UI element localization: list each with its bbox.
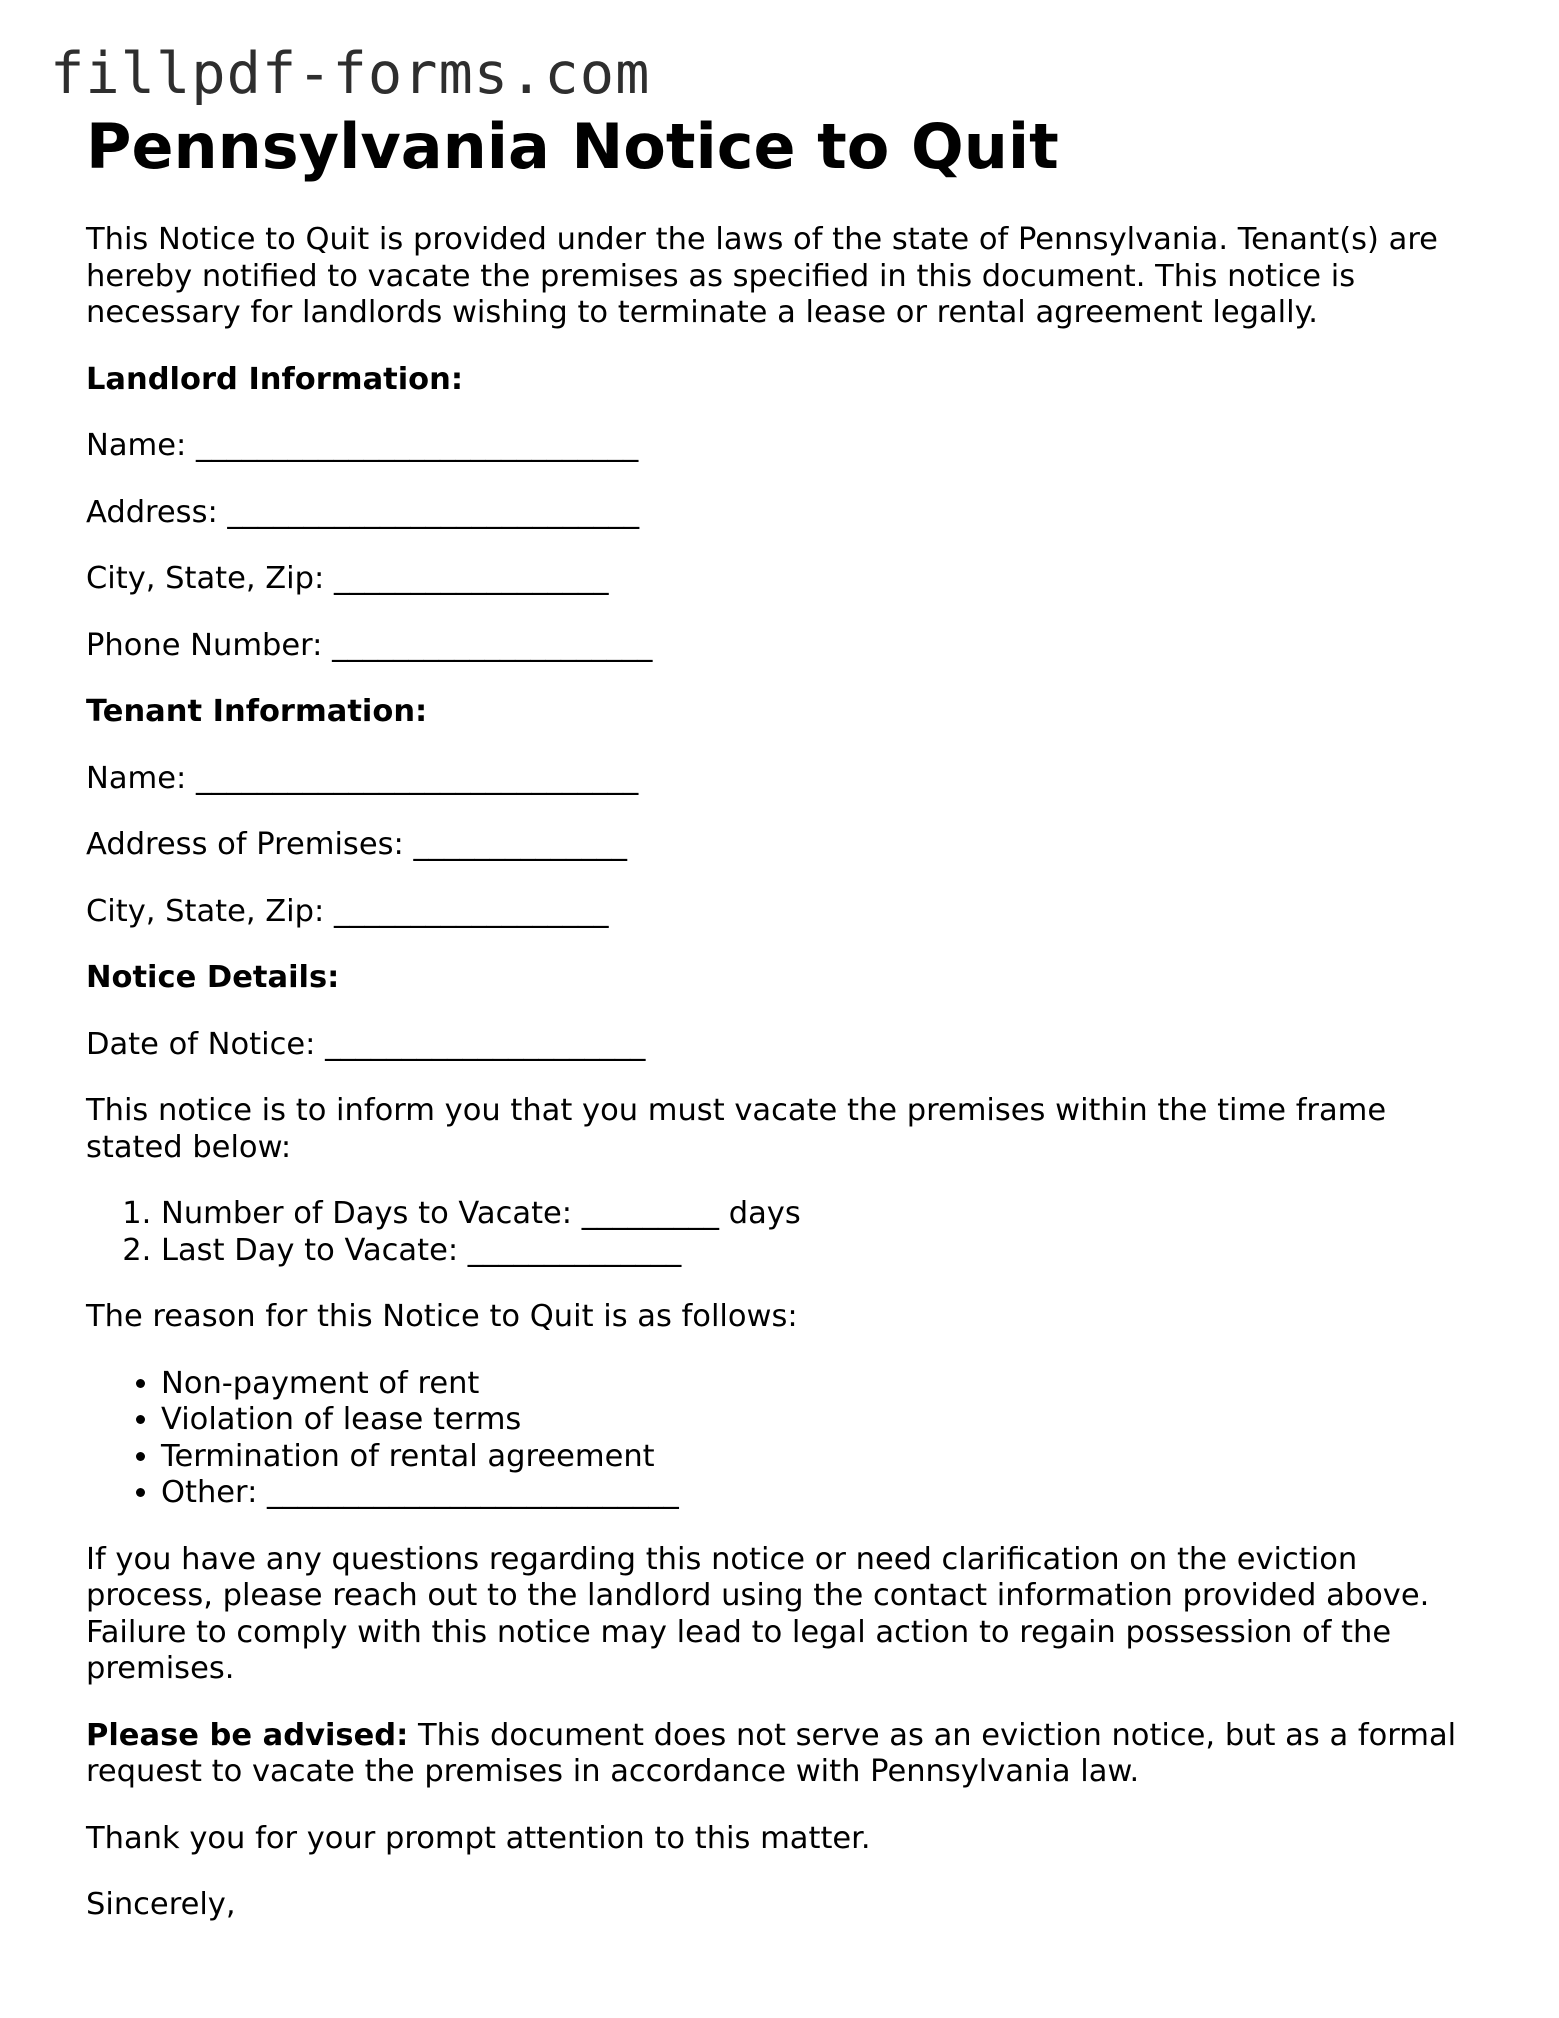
tenant-name-field[interactable]: Name: _____________________________: [86, 760, 639, 796]
closing-text: Sincerely,: [86, 1887, 236, 1922]
landlord-heading: Landlord Information:: [86, 361, 464, 397]
reason-item: • Violation of lease terms: [161, 1402, 1486, 1439]
reason-list: [86, 1366, 1486, 1512]
reason-item: • Termination of rental agreement: [161, 1439, 1486, 1476]
landlord-city-state-zip-field[interactable]: City, State, Zip: __________________: [86, 561, 609, 596]
inform-paragraph: This notice is to inform you that you must vacate the premises within the time frame stated below:: [86, 1093, 1387, 1165]
advisory-label: Please be advised:: [86, 1717, 409, 1753]
landlord-address-field[interactable]: Address: ___________________________: [86, 494, 640, 530]
intro-paragraph: This Notice to Quit is provided under the laws of the state of Pennsylvania. Tenant(s) are hereby notified to vacate the premises as specified in this document. This notice is necessary for landlords wishing to terminate a lease or rental agreement legally.: [86, 222, 1438, 330]
vacate-terms-list: [86, 1196, 1486, 1269]
reason-intro: The reason for this Notice to Quit is as follows:: [86, 1299, 798, 1334]
tenant-heading: Tenant Information:: [86, 694, 428, 729]
reason-item: • Non-payment of rent: [161, 1366, 1486, 1403]
notice-date-field[interactable]: Date of Notice: _____________________: [86, 1026, 646, 1062]
days-to-vacate-field[interactable]: 1. Number of Days to Vacate: _________ days: [161, 1196, 1486, 1233]
thanks-paragraph: Thank you for your prompt attention to this matter.: [86, 1820, 871, 1856]
last-day-to-vacate-field[interactable]: 2. Last Day to Vacate: ______________: [161, 1233, 1486, 1270]
notice-details-heading: Notice Details:: [86, 960, 340, 995]
document-title: Pennsylvania Notice to Quit: [86, 110, 1059, 183]
questions-paragraph: If you have any questions regarding this notice or need clarification on the eviction process, please reach out to the landlord using the contact information provided above. Failure to comply with this notice may lead to legal action to regain possession of the premises.: [86, 1541, 1430, 1686]
landlord-name-field[interactable]: Name: _____________________________: [86, 428, 639, 463]
document-body: [86, 108, 1486, 1924]
advisory-paragraph: [86, 1718, 1486, 1791]
tenant-city-state-zip-field[interactable]: City, State, Zip: __________________: [86, 893, 609, 929]
reason-other-field[interactable]: • Other: ___________________________: [161, 1475, 1486, 1512]
landlord-phone-field[interactable]: Phone Number: _____________________: [86, 627, 653, 663]
premises-address-field[interactable]: Address of Premises: ______________: [86, 827, 627, 862]
advisory-text: This document does not serve as an eviction notice, but as a formal request to vacate the premises in accordance with Pennsylvania law.: [86, 1717, 1457, 1789]
watermark-text: fillpdf-forms.com: [50, 41, 651, 107]
